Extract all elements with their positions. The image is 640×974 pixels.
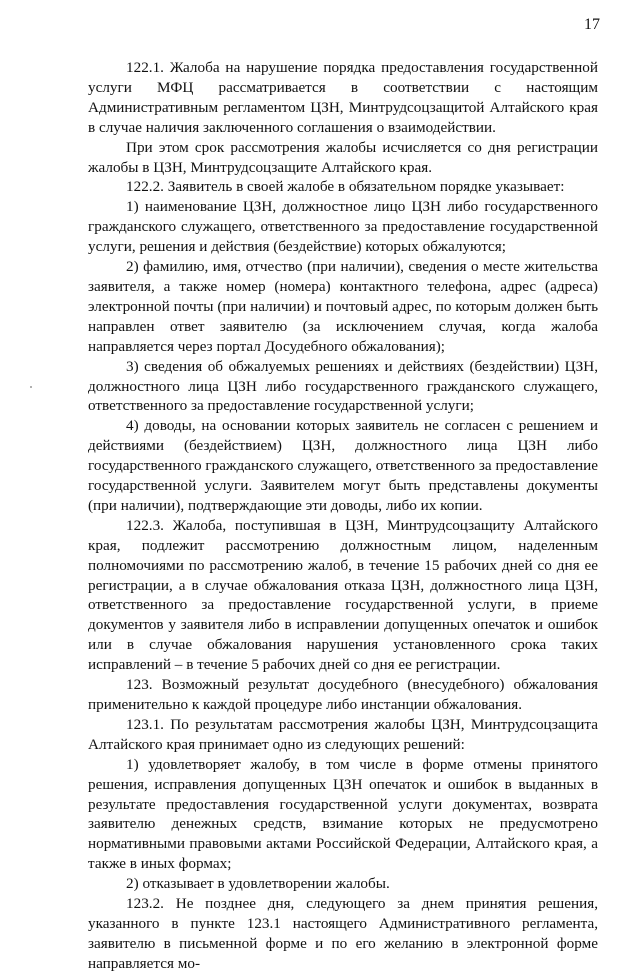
paragraph-122-2: 122.2. Заявитель в своей жалобе в обязательном порядке указывает: [126,178,565,196]
paragraph-123: 123. Возможный результат досудебного (внесудебного) обжалования применительно к каждой процедуре либо инстанции обжалования. [88,676,598,713]
list-item-123-1-1: 1) удовлетворяет жалобу, в том числе в форме отмены принятого решения, исправления допущенных ЦЗН опечаток и ошибок в выданных в результате предоставления государственной услуги документах, возврата заявителю денежных средств, взимание которых не предусмотрено нормативными правовыми актами Российской Федерации, Алтайского края, а также в иных формах; [88,755,598,873]
list-item-122-2-2: 2) фамилию, имя, отчество (при наличии), сведения о месте жительства заявителя, а также номер (номера) контактного телефона, адрес (адреса) электронной почты (при наличии) и почтовый адрес, по которым должен быть направлен ответ заявителю (за исключением случая, когда жалоба направляется через портал Досудебного обжалования); [88,258,598,355]
list-item-122-2-3: 3) сведения об обжалуемых решениях и действиях (бездействии) ЦЗН, должностного лица ЦЗН либо государственного гражданского служащего, ответственного за предоставление государственной услуги; [88,357,598,415]
list-item-122-2-1: 1) наименование ЦЗН, должностное лицо ЦЗН либо государственного гражданского служащего, ответственного за предоставление государственной услуги, решения и действия (бездействие) которых обжалуются; [88,198,598,256]
list-item-122-2-4: 4) доводы, на основании которых заявитель не согласен с решением и действиями (бездействием) ЦЗН, должностного лица ЦЗН либо государственного гражданского служащего, ответственного за предоставление государственной услуги. Заявителем могут быть представлены документы (при наличии), подтверждающие эти доводы, либо их копии. [88,417,598,514]
list-item-123-1-2: 2) отказывает в удовлетворении жалобы. [126,875,390,893]
paragraph-122-1-term: При этом срок рассмотрения жалобы исчисляется со дня регистрации жалобы в ЦЗН, Минтрудсоцзащите Алтайского края. [88,138,598,176]
document-body [88,58,598,974]
page-number: 17 [584,16,600,33]
paragraph-122-3: 122.3. Жалоба, поступившая в ЦЗН, Минтрудсоцзащиту Алтайского края, подлежит рассмотрению должностным лицом, наделенным полномочиями по рассмотрению жалоб, в течение 15 рабочих дней со дня ее регистрации, а в случае обжалования отказа ЦЗН, должностного лица ЦЗН, ответственного за предоставление государственной услуги, в приеме документов у заявителя либо в исправлении допущенных опечаток и ошибок или в случае обжалования нарушения установленного срока таких исправлений – в течение 5 рабочих дней со дня ее регистрации. [88,516,598,674]
paragraph-123-2: 123.2. Не позднее дня, следующего за днем принятия решения, указанного в пункте 123.1 настоящего Административного регламента, заявителю в письменной форме и по его желанию в электронной форме направляется мо- [88,895,598,972]
paragraph-123-1: 123.1. По результатам рассмотрения жалобы ЦЗН, Минтрудсоцзащита Алтайского края принимает одно из следующих решений: [88,715,598,753]
margin-dot [30,386,32,388]
paragraph-122-1: 122.1. Жалоба на нарушение порядка предоставления государственной услуги МФЦ рассматривается в соответствии с настоящим Административным регламентом ЦЗН, Минтрудсоцзащитой Алтайского края в случае наличия заключенного соглашения о взаимодействии. [88,59,598,136]
